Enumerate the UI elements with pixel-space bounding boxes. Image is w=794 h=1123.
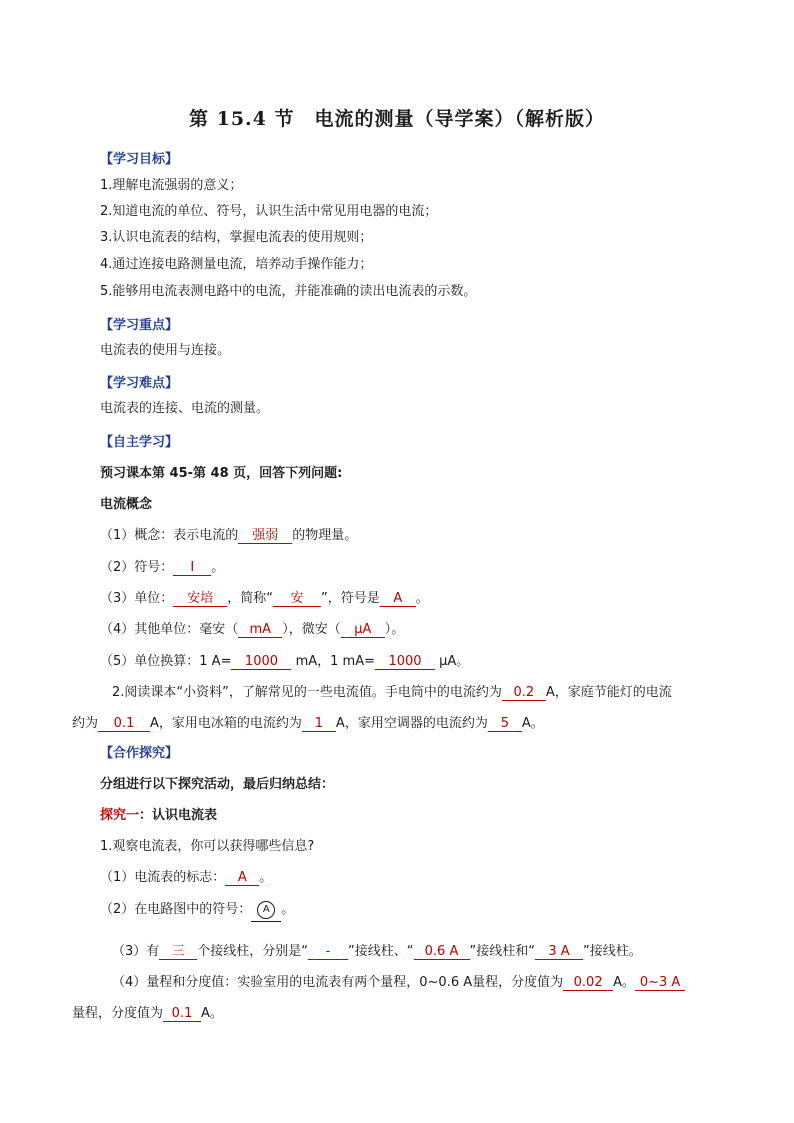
question-text: ”接线柱和“ — [469, 944, 535, 959]
difficulty-heading: 【学习难点】 — [100, 376, 179, 391]
question-text: 2.阅读课本“小资料”，了解常见的一些电流值。手电筒中的电流约为 — [112, 685, 502, 700]
question-text: A，家用空调器的电流约为 — [335, 716, 488, 731]
question-text: A，家用电冰箱的电流约为 — [150, 716, 302, 731]
paragraph-2-line-2 — [72, 712, 544, 732]
question-5 — [100, 650, 469, 670]
answer-blank: μA — [341, 622, 385, 638]
explore-question-2 — [100, 898, 294, 922]
question-3 — [100, 587, 429, 607]
explore-label: 探究一 — [100, 808, 140, 823]
page-title: 第 15.4 节 电流的测量（导学案）（解析版） — [188, 108, 605, 130]
concept-heading: 电流概念 — [100, 497, 153, 512]
answer-blank: 0.2 — [502, 685, 546, 701]
answer-blank: 0.02 — [563, 975, 613, 991]
question-text: 。 — [415, 591, 429, 606]
answer-blank: A — [380, 591, 416, 607]
paragraph-2-line-1 — [112, 681, 672, 701]
key-heading: 【学习重点】 — [100, 318, 179, 333]
question-text: ”，符号是 — [321, 591, 380, 606]
answer-blank: 三 — [159, 944, 197, 960]
objective-item: 2.知道电流的单位、符号，认识生活中常见用电器的电流； — [100, 204, 438, 219]
self-study-intro: 预习课本第 45-第 48 页，回答下列问题: — [100, 466, 343, 481]
question-text: （3）有 — [112, 944, 160, 959]
question-text: 。 — [259, 870, 273, 885]
ammeter-symbol-icon: A — [257, 901, 275, 919]
question-text: （4）量程和分度值：实验室用的电流表有两个量程，0~0.6 A量程，分度值为 — [112, 975, 564, 990]
question-text: 量程，分度值为 — [72, 1006, 164, 1021]
ammeter-symbol-blank — [251, 901, 281, 922]
answer-blank: I — [173, 560, 211, 576]
explore-1-heading — [100, 804, 217, 823]
question-text: （5）单位换算：1 A= — [100, 654, 232, 669]
answer-blank: 0.6 A — [414, 944, 470, 960]
answer-blank: 3 A — [535, 944, 583, 960]
explore-question-4-line-2 — [72, 1002, 223, 1022]
difficulty-text: 电流表的连接、电流的测量。 — [100, 401, 270, 416]
question-text: （1）电流表的标志： — [100, 870, 226, 885]
question-text: （1）概念：表示电流的 — [100, 528, 239, 543]
question-1 — [100, 524, 357, 544]
cooperation-heading: 【合作探究】 — [100, 746, 179, 761]
explore-question-3 — [112, 940, 642, 960]
answer-blank: 安培 — [173, 591, 227, 607]
question-2 — [100, 556, 224, 576]
question-text: （2）符号： — [100, 560, 174, 575]
objectives-heading: 【学习目标】 — [100, 152, 179, 167]
question-text: ），微安（ — [282, 622, 341, 637]
question-text: ）。 — [384, 622, 405, 637]
answer-blank: 1 — [302, 716, 336, 732]
question-text: μA。 — [435, 654, 470, 669]
objective-item: 4.通过连接电路测量电流，培养动手操作能力； — [100, 257, 373, 272]
answer-blank: 5 — [488, 716, 522, 732]
question-text: A。 — [521, 716, 544, 731]
answer-blank: 安 — [273, 591, 321, 607]
question-text: （2）在电路图中的符号： — [100, 902, 252, 917]
question-text: 。 — [281, 902, 295, 917]
answer-blank: A — [225, 870, 259, 886]
question-text: （4）其他单位：毫安（ — [100, 622, 239, 637]
answer-blank: 0~3 A — [635, 975, 685, 991]
question-text: ”接线柱、“ — [348, 944, 414, 959]
question-text: 约为 — [72, 716, 99, 731]
question-4 — [100, 618, 404, 638]
explore-title: ：认识电流表 — [139, 808, 218, 823]
question-text: A，家庭节能灯的电流 — [545, 685, 672, 700]
answer-blank: mA — [238, 622, 282, 638]
explore-question-4-line-1 — [112, 971, 685, 991]
answer-blank: 1000 — [375, 654, 435, 670]
answer-blank: 0.1 — [163, 1006, 201, 1022]
question-text: mA，1 mA= — [291, 654, 376, 669]
question-text: A。 — [201, 1006, 223, 1021]
question-text: 的物理量。 — [292, 528, 358, 543]
answer-blank: 1000 — [231, 654, 291, 670]
question-text: A。 — [613, 975, 636, 990]
key-text: 电流表的使用与连接。 — [100, 343, 231, 358]
question-text: 。 — [211, 560, 225, 575]
objective-item: 3.认识电流表的结构，掌握电流表的使用规则； — [100, 230, 373, 245]
answer-blank: 强弱 — [238, 528, 292, 544]
question-text: ，简称“ — [227, 591, 274, 606]
explore-1-item-1: 1.观察电流表，你可以获得哪些信息? — [100, 839, 315, 854]
question-text: ”接线柱。 — [583, 944, 642, 959]
answer-blank: - — [308, 944, 348, 960]
objective-item: 1.理解电流强弱的意义； — [100, 178, 243, 193]
question-text: （3）单位： — [100, 591, 174, 606]
cooperation-intro: 分组进行以下探究活动，最后归纳总结： — [100, 777, 335, 792]
explore-question-1 — [100, 866, 272, 886]
answer-blank: 0.1 — [98, 716, 150, 732]
question-text: 个接线柱，分别是“ — [197, 944, 309, 959]
objective-item: 5.能够用电流表测电路中的电流，并能准确的读出电流表的示数。 — [100, 284, 477, 299]
self-study-heading: 【自主学习】 — [100, 435, 179, 450]
